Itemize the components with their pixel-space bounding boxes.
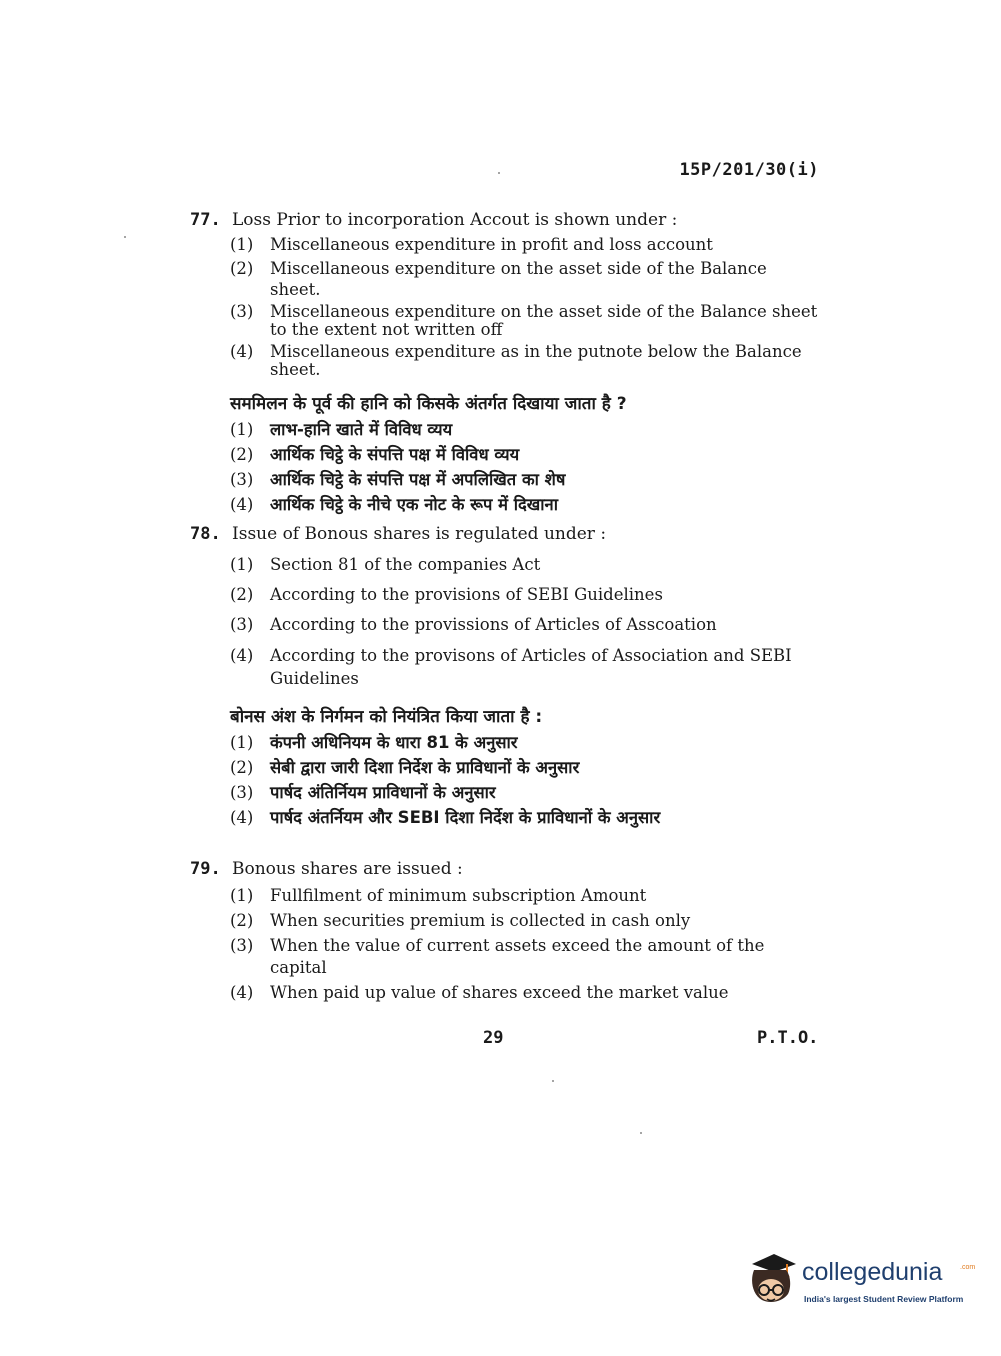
option-number: (4) [230, 646, 254, 665]
option-number: (4) [230, 342, 254, 361]
option [230, 614, 820, 636]
scan-speck [640, 1132, 642, 1134]
collegedunia-logo [742, 1250, 976, 1310]
option-number: (4) [230, 495, 254, 514]
option-text: According to the provisons of Articles of Association and SEBI Guidelines [270, 646, 792, 688]
brand-suffix: .com [960, 1264, 976, 1271]
option-number: (2) [230, 758, 254, 777]
option [230, 554, 820, 576]
option-number: (1) [230, 886, 254, 905]
option-text: When paid up value of shares exceed the market value [270, 983, 729, 1002]
option-text: लाभ-हानि खाते में विविध व्यय [270, 420, 453, 439]
option-text: When the value of current assets exceed the amount of the capital [270, 936, 765, 977]
option-text: आर्थिक चिट्ठे के संपत्ति पक्ष में विविध व्यय [270, 445, 520, 464]
option-number: (1) [230, 555, 254, 574]
brand-tagline: India's largest Student Review Platform [804, 1294, 964, 1304]
option-text: Fullfilment of minimum subscription Amount [270, 886, 647, 905]
option-number: (2) [230, 585, 254, 604]
option-text: आर्थिक चिट्ठे के संपत्ति पक्ष में अपलिखित का शेष [270, 470, 566, 489]
question-text: Bonous shares are issued : [232, 859, 463, 879]
option [230, 584, 820, 606]
question-79 [190, 857, 820, 1004]
option [230, 234, 820, 255]
question-number: 79. [190, 859, 221, 879]
hindi-option [230, 805, 820, 830]
option-text: कंपनी अधिनियम के धारा 81 के अनुसार [270, 733, 518, 752]
hindi-question-text: बोनस अंश के निर्गमन को नियंत्रित किया जाता है : [230, 707, 543, 727]
option-number: (1) [230, 420, 254, 439]
option-text: According to the provisions of SEBI Guidelines [270, 585, 663, 604]
option-text: Section 81 of the companies Act [270, 555, 541, 574]
option-number: (3) [230, 936, 254, 955]
hindi-option [230, 492, 820, 517]
option-number: (2) [230, 259, 254, 278]
option-text: When securities premium is collected in cash only [270, 911, 691, 930]
option [230, 982, 820, 1004]
pto-label: P.T.O. [757, 1028, 819, 1048]
option-text: पार्षद अंतिर्नियम प्राविधानों के अनुसार [270, 783, 496, 802]
option-text: सेबी द्वारा जारी दिशा निर्देश के प्राविधानों के अनुसार [270, 758, 580, 777]
brand-name: collegedunia [802, 1258, 943, 1286]
question-77 [190, 208, 820, 517]
option-number: (3) [230, 783, 254, 802]
option-number: (1) [230, 733, 254, 752]
option [230, 258, 820, 300]
option [230, 935, 820, 979]
hindi-option [230, 755, 820, 780]
hindi-option [230, 730, 820, 755]
hindi-option [230, 417, 820, 442]
option-number: (3) [230, 470, 254, 489]
option-number: (4) [230, 983, 254, 1002]
option [230, 343, 820, 379]
option [230, 885, 820, 907]
question-text: Loss Prior to incorporation Accout is shown under : [232, 210, 678, 230]
page-number: 29 [483, 1028, 504, 1048]
hindi-option [230, 780, 820, 805]
scan-speck [498, 172, 500, 174]
option-text: According to the provissions of Articles of Asscoation [270, 615, 717, 634]
option-text: Miscellaneous expenditure on the asset side of the Balance sheet to the extent not written off [270, 302, 818, 339]
scan-speck [124, 236, 126, 238]
option-number: (2) [230, 911, 254, 930]
option-number: (3) [230, 615, 254, 634]
option [230, 910, 820, 932]
question-78 [190, 522, 820, 830]
option-text: Miscellaneous expenditure on the asset side of the Balance sheet. [270, 259, 767, 299]
hindi-question-text: सममिलन के पूर्व की हानि को किसके अंतर्गत दिखाया जाता है ? [230, 394, 627, 414]
hindi-option [230, 442, 820, 467]
option-number: (3) [230, 302, 254, 321]
option-number: (1) [230, 235, 254, 254]
scan-speck [552, 1080, 554, 1082]
question-number: 78. [190, 524, 221, 544]
paper-code: 15P/201/30(i) [679, 160, 819, 180]
question-text: Issue of Bonous shares is regulated under : [232, 524, 607, 544]
mascot-icon [742, 1250, 800, 1308]
option-text: Miscellaneous expenditure as in the putnote below the Balance sheet. [270, 342, 802, 379]
option [230, 644, 820, 690]
hindi-option [230, 467, 820, 492]
option-number: (4) [230, 808, 254, 827]
option-text: Miscellaneous expenditure in profit and loss account [270, 235, 713, 254]
option [230, 303, 820, 339]
option-text: पार्षद अंतर्नियम और SEBI दिशा निर्देश के प्राविधानों के अनुसार [270, 808, 661, 827]
question-number: 77. [190, 210, 221, 230]
option-number: (2) [230, 445, 254, 464]
option-text: आर्थिक चिट्ठे के नीचे एक नोट के रूप में दिखाना [270, 495, 558, 514]
